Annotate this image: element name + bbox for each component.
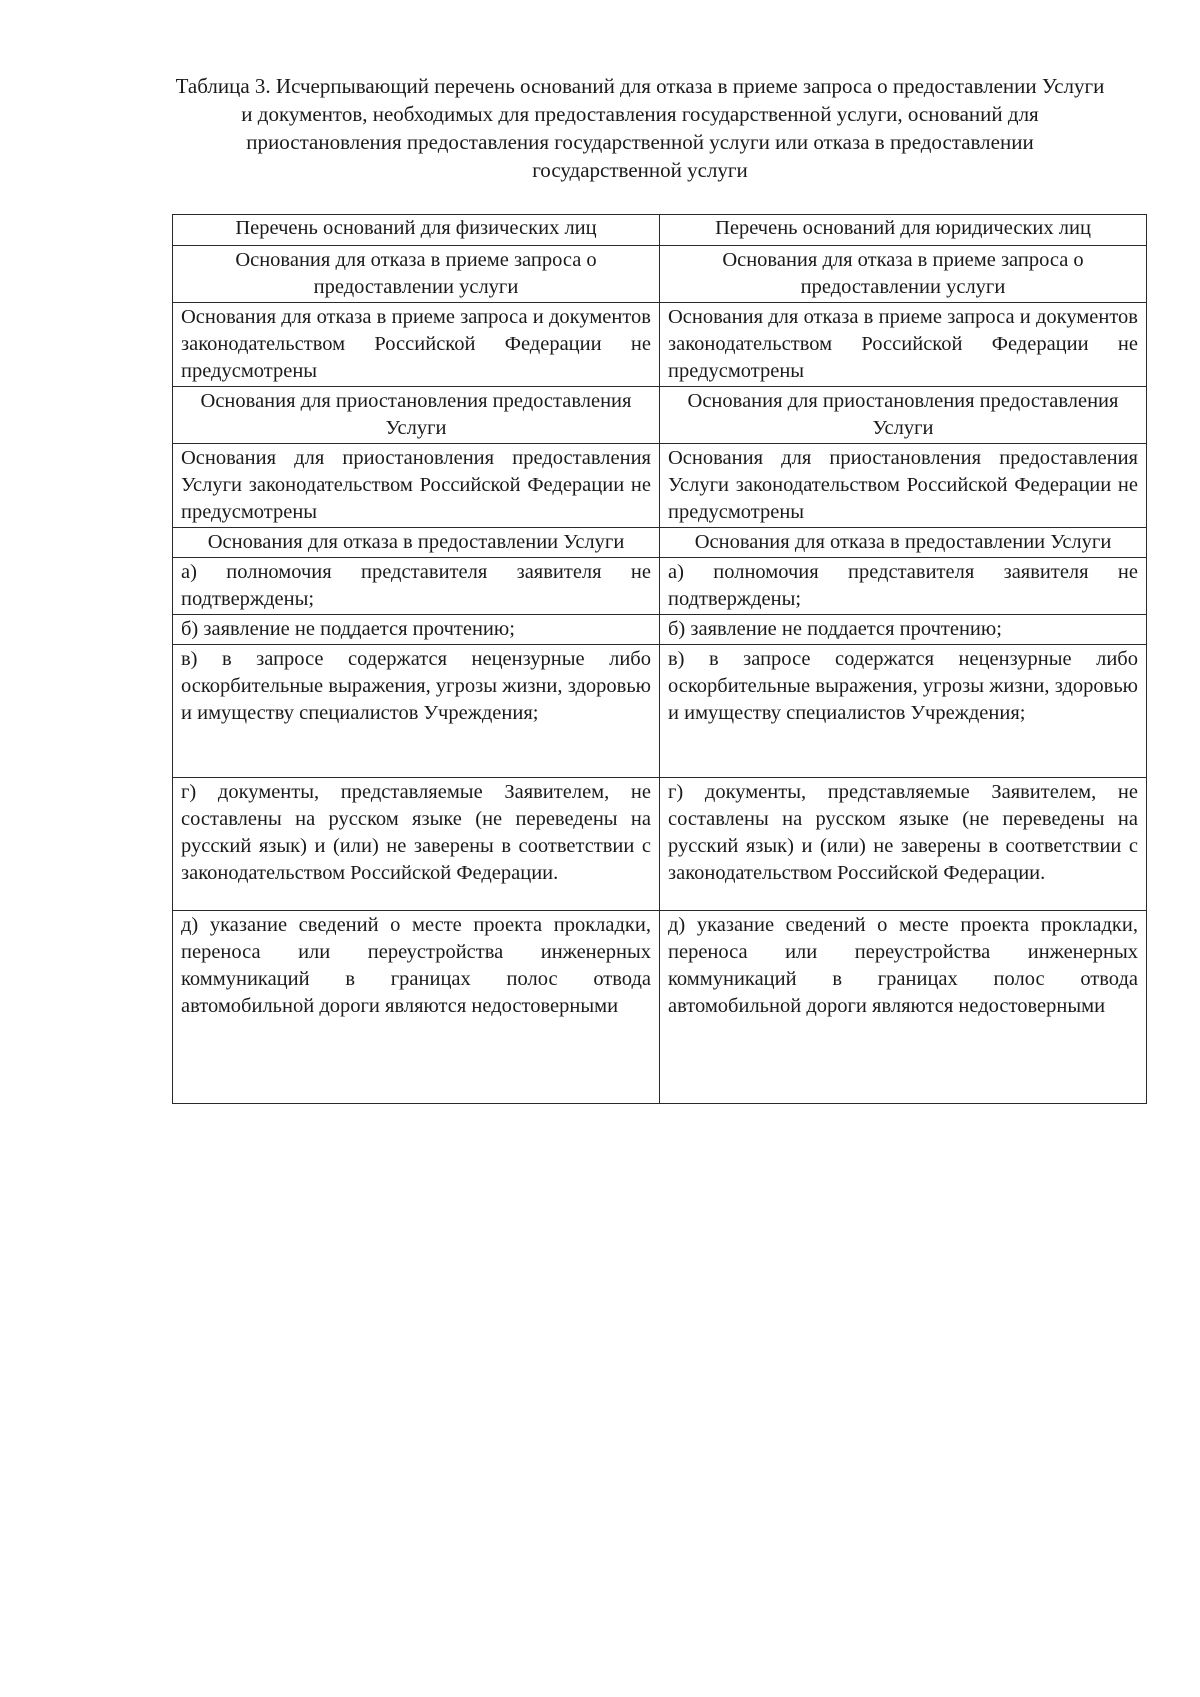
cell-individuals: б) заявление не поддается прочтению; <box>173 615 660 645</box>
section-heading-right: Основания для отказа в приеме запроса о предоставлении услуги <box>660 246 1147 303</box>
table-row <box>173 303 1147 387</box>
section-heading-row <box>173 528 1147 558</box>
cell-individuals: г) документы, представляемые Заявителем, не составлены на русском языке (не переведены на русский язык) и (или) не заверены в соответствии с законодательством Российской Федерации. <box>173 778 660 911</box>
cell-individuals: д) указание сведений о месте проекта прокладки, переноса или переустройства инженерных коммуникаций в границах полос отвода автомобильной дороги являются недостоверными <box>173 911 660 1104</box>
table-header-row <box>173 215 1147 246</box>
cell-individuals: Основания для отказа в приеме запроса и документов законодательством Российской Федерации не предусмотрены <box>173 303 660 387</box>
table-row <box>173 778 1147 911</box>
section-heading-right: Основания для отказа в предоставлении Услуги <box>660 528 1147 558</box>
cell-legal-entities: Основания для приостановления предоставления Услуги законодательством Российской Федерации не предусмотрены <box>660 444 1147 528</box>
section-heading-right: Основания для приостановления предоставления Услуги <box>660 387 1147 444</box>
table-row <box>173 911 1147 1104</box>
cell-legal-entities: б) заявление не поддается прочтению; <box>660 615 1147 645</box>
section-heading-row <box>173 246 1147 303</box>
cell-legal-entities: а) полномочия представителя заявителя не подтверждены; <box>660 558 1147 615</box>
section-heading-left: Основания для отказа в приеме запроса о предоставлении услуги <box>173 246 660 303</box>
column-header-legal-entities: Перечень оснований для юридических лиц <box>660 215 1147 246</box>
page-title: Таблица 3. Исчерпывающий перечень оснований для отказа в приеме запроса о предоставлении Услуги и документов, необходимых для предоставления государственной услуги, оснований для приостановления предоставления государственной услуги или отказа в предоставлении государственной услуги <box>175 74 1105 182</box>
grounds-table <box>172 214 1147 1104</box>
section-heading-left: Основания для приостановления предоставления Услуги <box>173 387 660 444</box>
cell-legal-entities: г) документы, представляемые Заявителем, не составлены на русском языке (не переведены на русский язык) и (или) не заверены в соответствии с законодательством Российской Федерации. <box>660 778 1147 911</box>
cell-individuals: в) в запросе содержатся нецензурные либо оскорбительные выражения, угрозы жизни, здоровью и имуществу специалистов Учреждения; <box>173 645 660 778</box>
cell-legal-entities: д) указание сведений о месте проекта прокладки, переноса или переустройства инженерных коммуникаций в границах полос отвода автомобильной дороги являются недостоверными <box>660 911 1147 1104</box>
section-heading-row <box>173 387 1147 444</box>
column-header-individuals: Перечень оснований для физических лиц <box>173 215 660 246</box>
cell-legal-entities: в) в запросе содержатся нецензурные либо оскорбительные выражения, угрозы жизни, здоровью и имуществу специалистов Учреждения; <box>660 645 1147 778</box>
cell-individuals: Основания для приостановления предоставления Услуги законодательством Российской Федерации не предусмотрены <box>173 444 660 528</box>
table-row <box>173 558 1147 615</box>
cell-individuals: а) полномочия представителя заявителя не подтверждены; <box>173 558 660 615</box>
table-row <box>173 645 1147 778</box>
cell-legal-entities: Основания для отказа в приеме запроса и документов законодательством Российской Федерации не предусмотрены <box>660 303 1147 387</box>
table-row <box>173 444 1147 528</box>
section-heading-left: Основания для отказа в предоставлении Услуги <box>173 528 660 558</box>
table-row <box>173 615 1147 645</box>
